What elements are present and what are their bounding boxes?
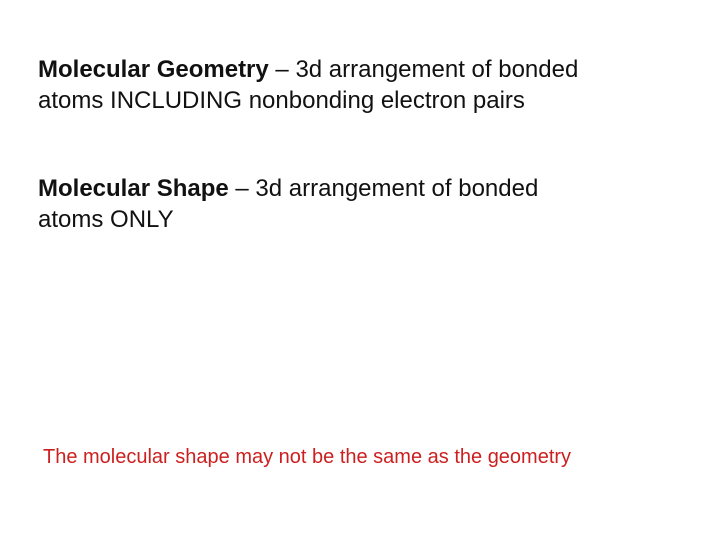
shape-vs-geometry-note: The molecular shape may not be the same as the geometry [43, 446, 572, 468]
definition-molecular-geometry [38, 54, 698, 116]
definition-term: Molecular Geometry [38, 56, 269, 83]
definition-term: Molecular Shape [38, 175, 229, 202]
definition-separator: – [268, 56, 296, 83]
definition-text-line2: atoms ONLY [38, 206, 174, 233]
definition-molecular-shape [38, 173, 698, 235]
definition-text-line1: 3d arrangement of bonded [295, 56, 579, 83]
definition-separator: – [228, 175, 256, 202]
definition-text-line2: atoms INCLUDING nonbonding electron pairs [38, 87, 525, 114]
definition-text-line1: 3d arrangement of bonded [255, 175, 539, 202]
